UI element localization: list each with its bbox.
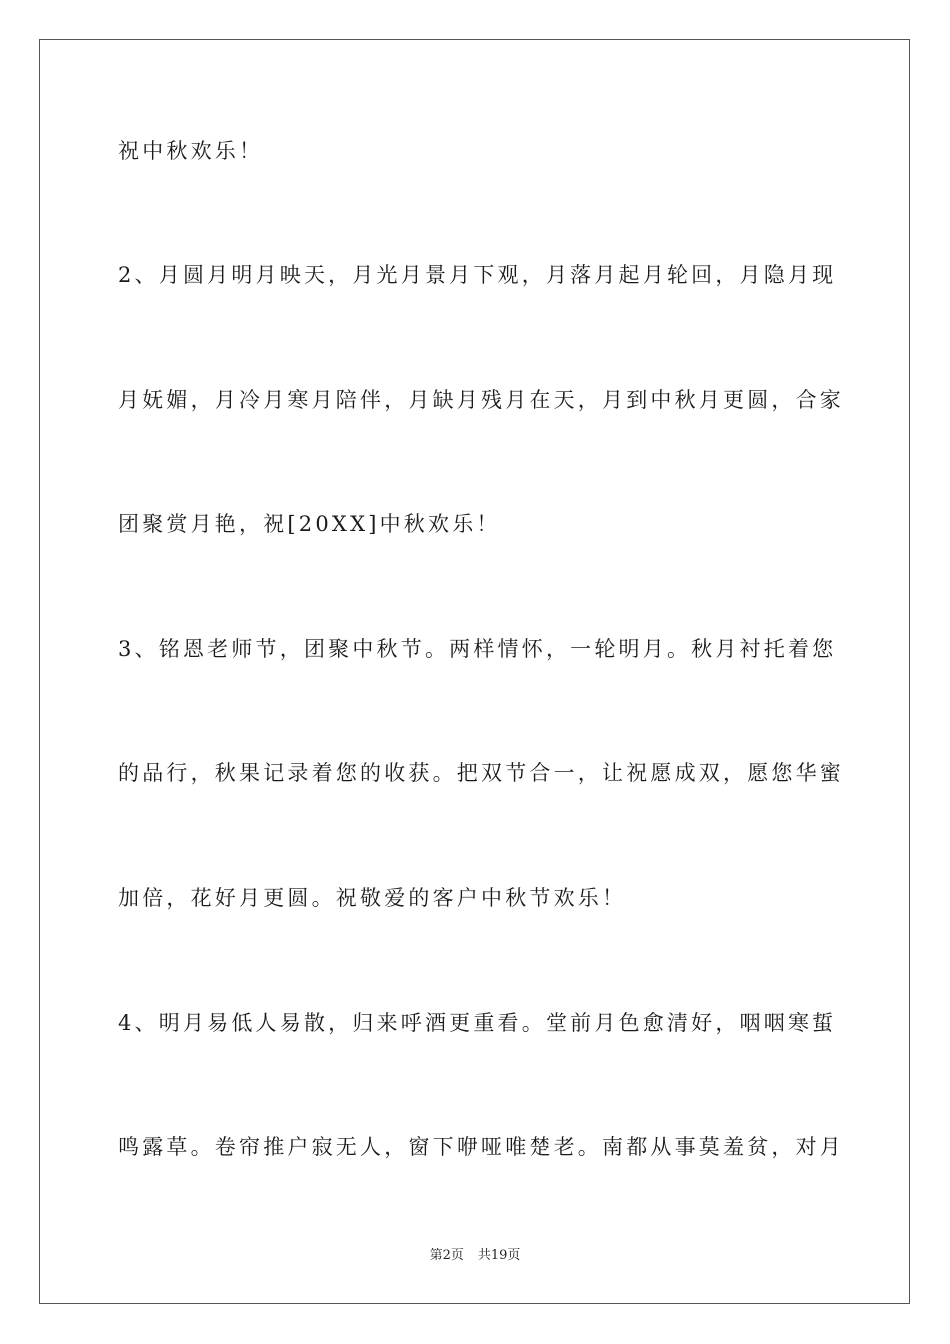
text-line: 祝中秋欢乐！ — [118, 139, 264, 163]
page-border — [39, 39, 910, 1304]
page-number: 第2页 — [429, 1248, 464, 1263]
text-line: 团聚赏月艳，祝[20XX]中秋欢乐！ — [118, 512, 501, 536]
page-footer — [0, 1246, 950, 1266]
page-total: 共19页 — [477, 1248, 521, 1263]
text-line: 的品行，秋果记录着您的收获。把双节合一，让祝愿成双，愿您华蜜 — [118, 761, 844, 785]
text-line: 鸣露草。卷帘推户寂无人，窗下咿哑唯楚老。南都从事莫羞贫，对月 — [118, 1135, 844, 1159]
text-line: 3、铭恩老师节，团聚中秋节。两样情怀，一轮明月。秋月衬托着您 — [118, 637, 837, 661]
text-line: 月妩媚，月冷月寒月陪伴，月缺月残月在天，月到中秋月更圆，合家 — [118, 388, 844, 412]
text-line: 4、明月易低人易散，归来呼酒更重看。堂前月色愈清好，咽咽寒蜇 — [118, 1011, 837, 1035]
text-line: 2、月圆月明月映天，月光月景月下观，月落月起月轮回，月隐月现 — [118, 263, 837, 287]
text-line: 加倍，花好月更圆。祝敬爱的客户中秋节欢乐！ — [118, 886, 627, 910]
